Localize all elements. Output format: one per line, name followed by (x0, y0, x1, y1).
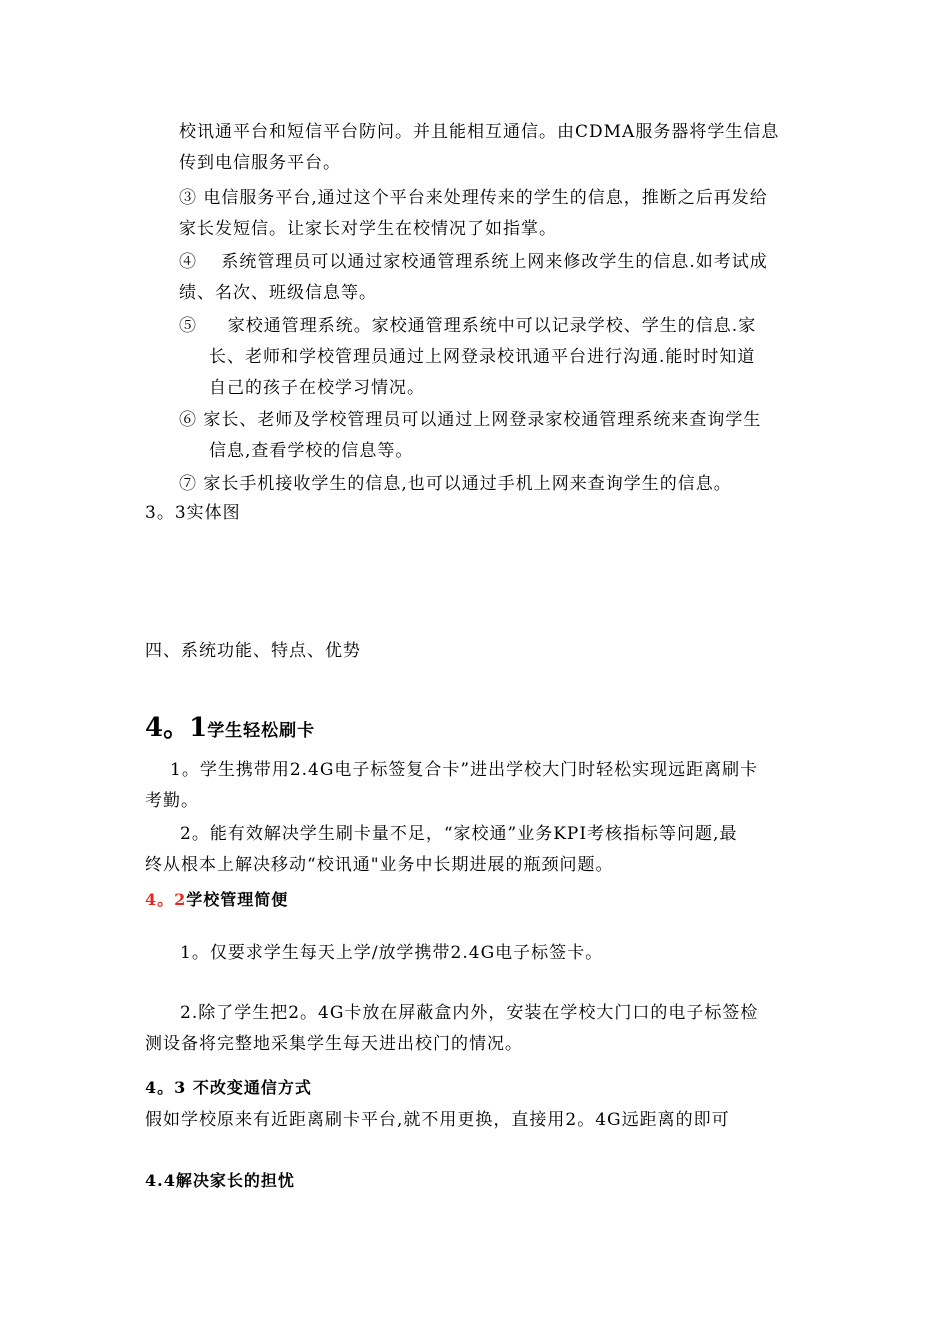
paragraph-line: 假如学校原来有近距离刷卡平台,就不用更换，直接用2。4G远距离的即可 (145, 1110, 730, 1130)
list-item-5: ⑤ 家校通管理系统。家校通管理系统中可以记录学校、学生的信息.家 (179, 316, 757, 336)
paragraph-line: 终从根本上解决移动“校讯通"业务中长期进展的瓶颈问题。 (145, 855, 614, 875)
body-line: 校讯通平台和短信平台防问。并且能相互通信。由CDMA服务器将学生信息 (179, 122, 780, 142)
subsection-heading-4-3: 4。3 不改变通信方式 (145, 1078, 312, 1097)
body-line: 信息,查看学校的信息等。 (209, 441, 414, 461)
body-line: 长、老师和学校管理员通过上网登录校讯通平台进行沟通.能时时知道 (209, 347, 756, 367)
paragraph-line: 测设备将完整地采集学生每天进出校门的情况。 (145, 1034, 523, 1054)
paragraph-line: 2。能有效解决学生刷卡量不足，“家校通”业务KPI考核指标等问题,最 (180, 824, 738, 844)
heading-text: 学生轻松刷卡 (207, 721, 316, 741)
paragraph-line: 考勤。 (145, 791, 199, 811)
body-line: 绩、名次、班级信息等。 (179, 283, 377, 303)
body-line: 传到电信服务平台。 (179, 153, 341, 173)
paragraph-line: 2.除了学生把2。4G卡放在屏蔽盒内外，安装在学校大门口的电子标签检 (180, 1003, 759, 1023)
list-item-4: ④ 系统管理员可以通过家校通管理系统上网来修改学生的信息.如考试成 (179, 252, 768, 272)
heading-text: 学校管理简便 (186, 890, 289, 909)
paragraph-line: 1。学生携带用2.4G电子标签复合卡”进出学校大门时轻松实现远距离刷卡 (170, 760, 759, 780)
subsection-heading-4-1 (145, 713, 315, 746)
subsection-heading-4-2 (145, 889, 288, 911)
body-line: 家长发短信。让家长对学生在校情况了如指掌。 (179, 219, 557, 239)
section-heading-4: 四、系统功能、特点、优势 (145, 641, 361, 661)
subsection-heading-4-4: 4.4解决家长的担忧 (145, 1171, 295, 1190)
list-item-3: ③ 电信服务平台,通过这个平台来处理传来的学生的信息，推断之后再发给 (179, 188, 768, 208)
list-item-7: ⑦ 家长手机接收学生的信息,也可以通过手机上网来查询学生的信息。 (179, 474, 732, 494)
list-item-6: ⑥ 家长、老师及学校管理员可以通过上网登录家校通管理系统来查询学生 (179, 410, 762, 430)
paragraph-line: 1。仅要求学生每天上学/放学携带2.4G电子标签卡。 (180, 943, 604, 963)
heading-number: 4。1 (145, 713, 208, 743)
subsection-heading-3-3: 3。3实体图 (145, 503, 241, 523)
heading-number: 4。2 (145, 890, 187, 909)
body-line: 自己的孩子在校学习情况。 (209, 378, 425, 398)
